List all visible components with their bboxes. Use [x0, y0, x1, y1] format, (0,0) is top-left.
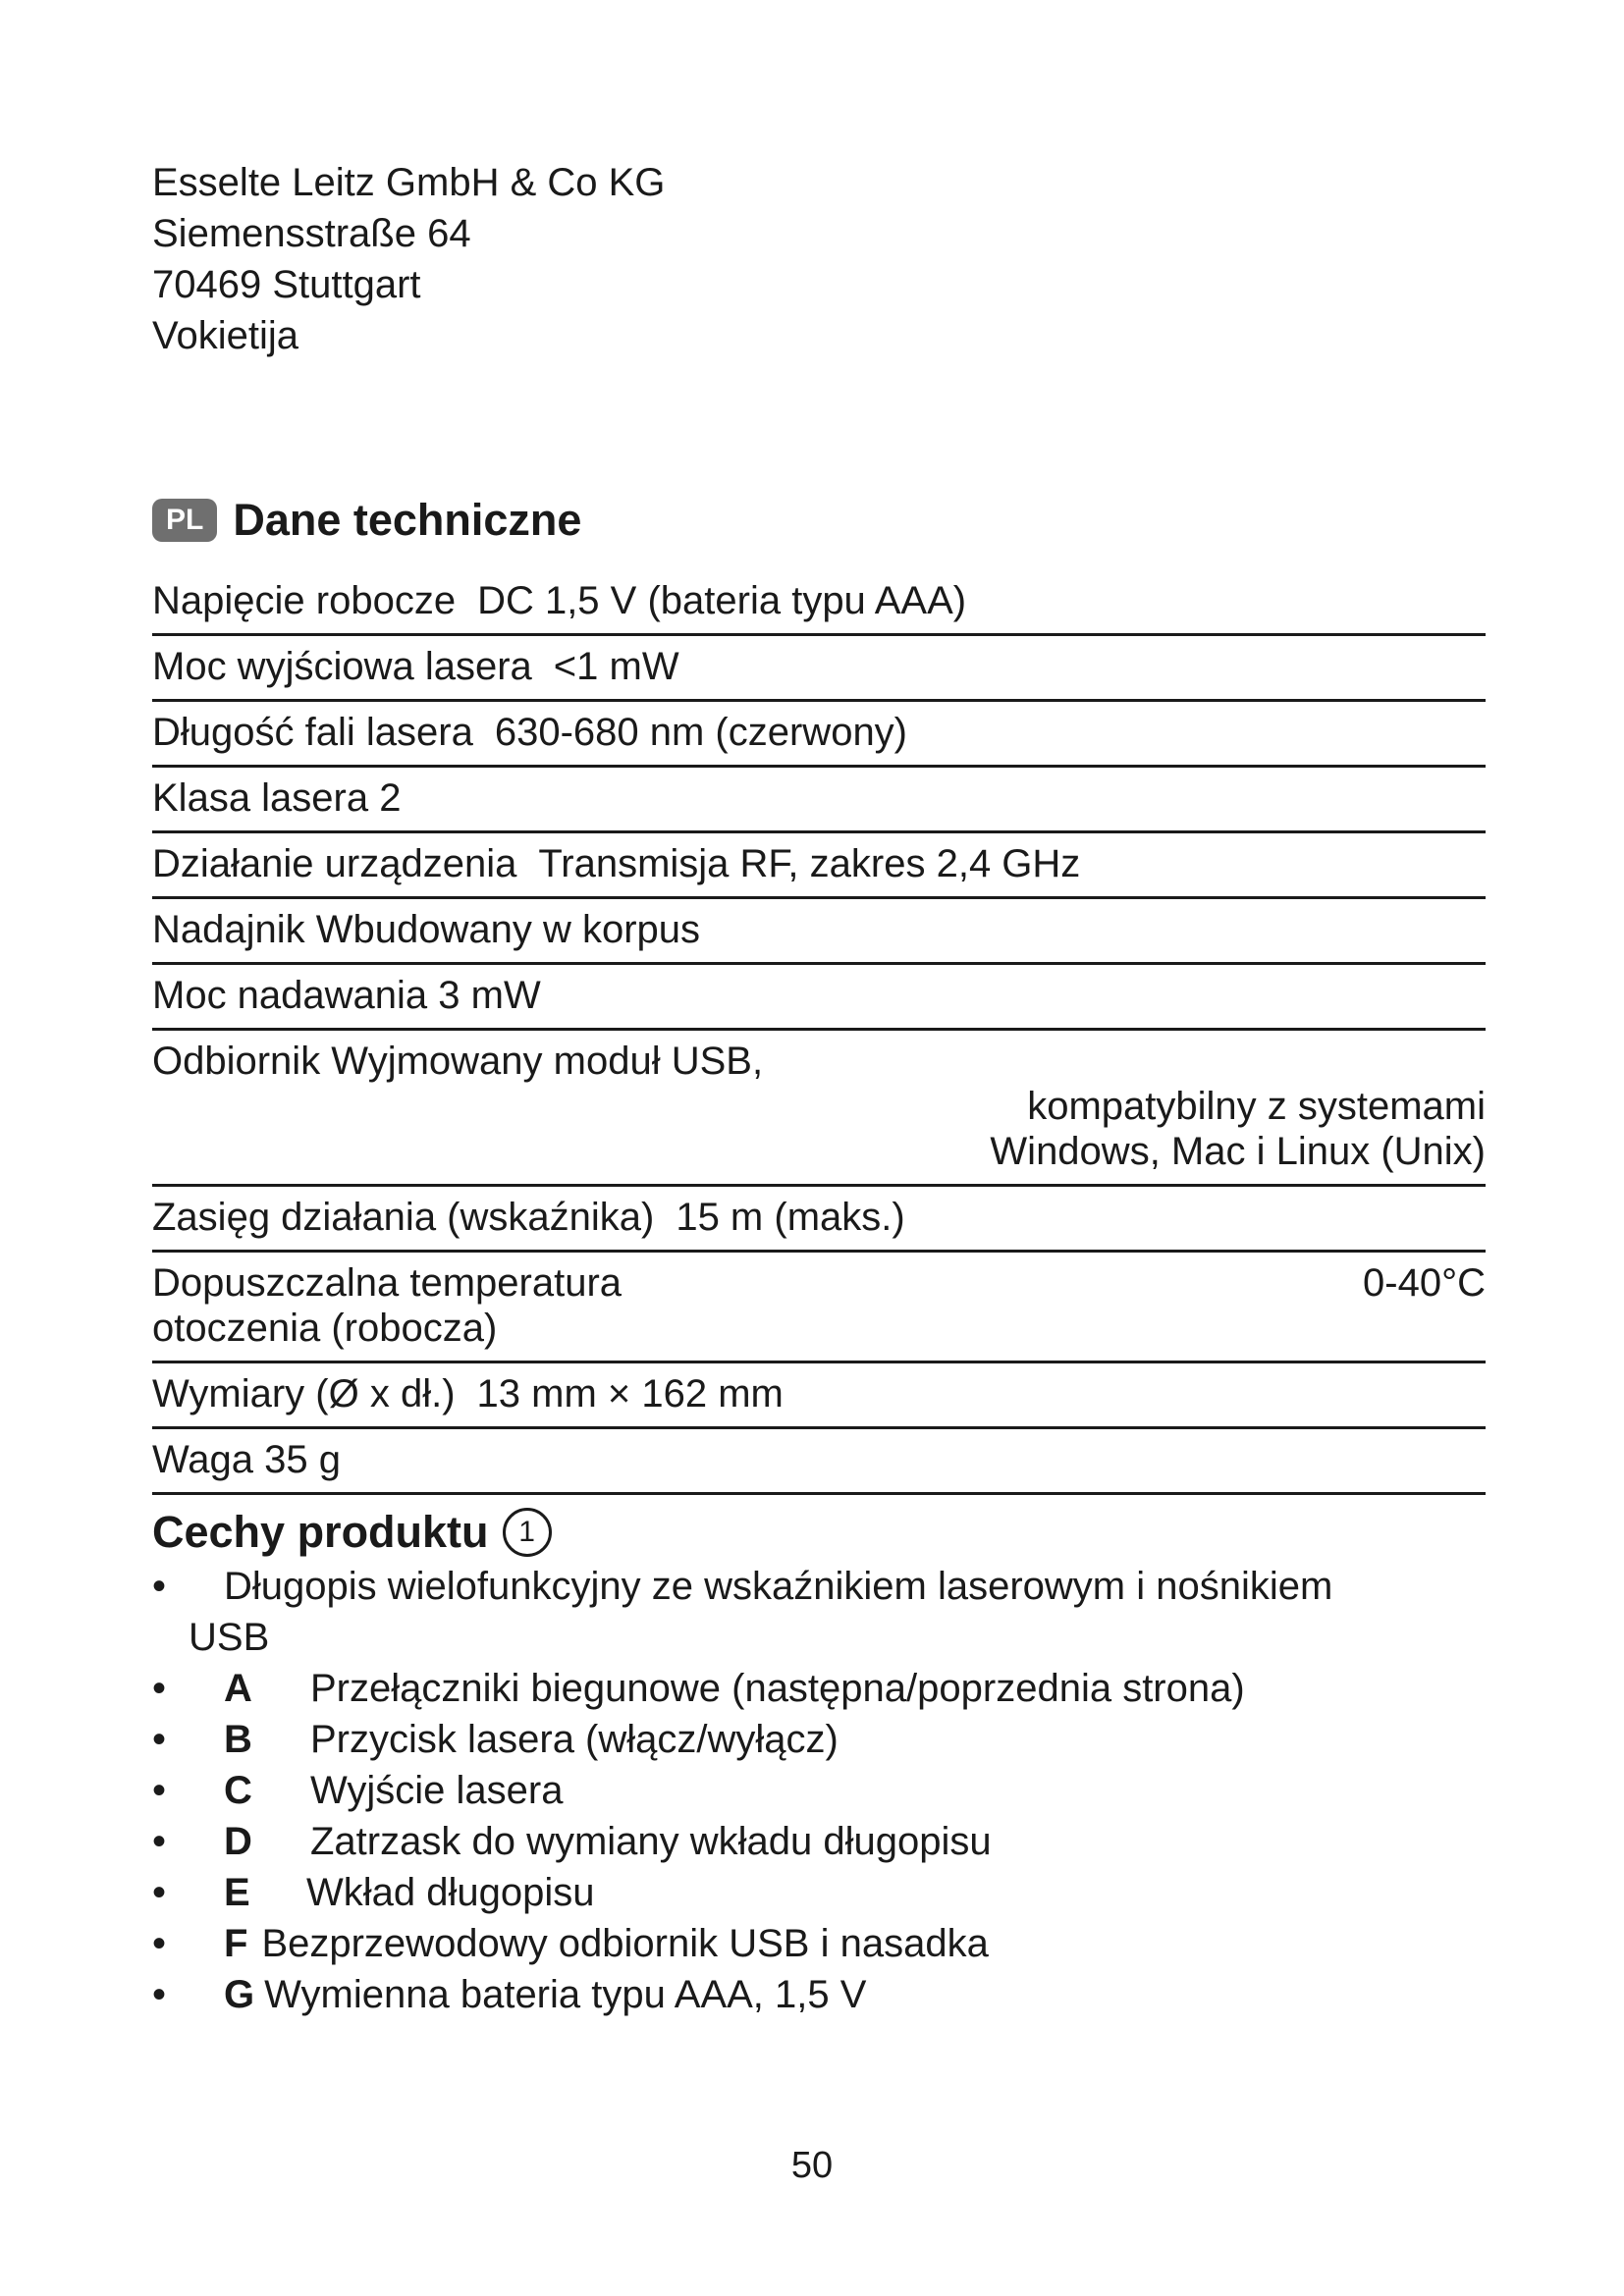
spec-row-wavelength: [152, 708, 1486, 768]
circled-number-icon: 1: [503, 1508, 552, 1557]
feature-letter: A: [224, 1667, 252, 1710]
bullet-icon: •: [152, 1922, 167, 1965]
list-item: [152, 1765, 1486, 1816]
list-item: [152, 1714, 1486, 1765]
features-list: [152, 1561, 1486, 2020]
spec-row-weight: [152, 1435, 1486, 1495]
spec-value: 15 m (maks.): [676, 1196, 905, 1239]
spec-row-operating-voltage: [152, 576, 1486, 636]
feature-text: Wyjście lasera: [310, 1769, 564, 1812]
address-line-street: Siemensstraße 64: [152, 212, 471, 255]
feature-text: Przycisk lasera (włącz/wyłącz): [310, 1718, 839, 1761]
spec-value: Transmisja RF, zakres 2,4 GHz: [538, 842, 1081, 885]
address-line-company: Esselte Leitz GmbH & Co KG: [152, 161, 666, 204]
feature-letter: E: [224, 1871, 250, 1914]
spec-label: Zasięg działania (wskaźnika): [152, 1196, 655, 1239]
spec-label: Klasa lasera 2: [152, 776, 402, 820]
spec-label-line1: Dopuszczalna temperatura: [152, 1261, 623, 1305]
address-line-country: Vokietija: [152, 314, 298, 357]
feature-intro-line1: Długopis wielofunkcyjny ze wskaźnikiem laserowym i nośnikiem: [224, 1565, 1333, 1608]
list-item: [152, 1969, 1486, 2020]
spec-label: Nadajnik Wbudowany w korpus: [152, 908, 701, 951]
spec-row-range: [152, 1193, 1486, 1253]
bullet-icon: •: [152, 1871, 167, 1914]
spec-label: Wymiary (Ø x dł.): [152, 1372, 456, 1415]
spec-row-temperature: [152, 1258, 1486, 1363]
spec-label: Działanie urządzenia: [152, 842, 517, 885]
bullet-icon: •: [152, 1769, 167, 1812]
list-item: [152, 1816, 1486, 1867]
specs-table: [152, 576, 1486, 1501]
spec-value: <1 mW: [553, 645, 679, 688]
spec-row-transmitter: [152, 905, 1486, 965]
specs-title: Dane techniczne: [233, 495, 582, 545]
spec-value: DC 1,5 V (bateria typu AAA): [477, 579, 967, 622]
spec-label: Odbiornik Wyjmowany moduł USB,: [152, 1040, 764, 1083]
list-item: [152, 1918, 1486, 1969]
feature-letter: C: [224, 1769, 252, 1812]
spec-row-dimensions: [152, 1369, 1486, 1429]
spec-label: Moc wyjściowa lasera: [152, 645, 532, 688]
feature-letter: B: [224, 1718, 252, 1761]
spec-value: 0-40°C: [1363, 1261, 1486, 1305]
feature-letter: F: [224, 1922, 248, 1965]
feature-letter: G: [224, 1973, 255, 2016]
bullet-icon: •: [152, 1820, 167, 1863]
spec-label: Napięcie robocze: [152, 579, 457, 622]
feature-text: Wymienna bateria typu AAA, 1,5 V: [264, 1973, 867, 2016]
spec-value: 630-680 nm (czerwony): [494, 711, 908, 754]
spec-label: Waga 35 g: [152, 1438, 341, 1481]
spec-row-operation: [152, 839, 1486, 899]
bullet-icon: •: [152, 1667, 167, 1710]
features-heading: [152, 1505, 552, 1560]
feature-text: Przełączniki biegunowe (następna/poprzednia strona): [310, 1667, 1245, 1710]
list-item: [152, 1663, 1486, 1714]
spec-row-transmit-power: [152, 971, 1486, 1031]
bullet-icon: •: [152, 1718, 167, 1761]
bullet-icon: •: [152, 1973, 167, 2016]
manufacturer-address: [152, 157, 665, 361]
spec-row-laser-class: [152, 774, 1486, 833]
feature-letter: D: [224, 1820, 252, 1863]
spec-value-line2: kompatybilny z systemami: [1027, 1085, 1486, 1128]
feature-text: Wkład długopisu: [306, 1871, 595, 1914]
language-badge: PL: [152, 499, 217, 542]
spec-label: Długość fali lasera: [152, 711, 473, 754]
spec-row-laser-output: [152, 642, 1486, 702]
spec-label: Moc nadawania 3 mW: [152, 974, 541, 1017]
features-title: Cechy produktu: [152, 1507, 489, 1557]
page-number: 50: [790, 2145, 834, 2186]
specs-heading: [152, 493, 581, 548]
spec-row-receiver: [152, 1037, 1486, 1187]
bullet-icon: •: [152, 1565, 167, 1608]
feature-text: Bezprzewodowy odbiornik USB i nasadka: [261, 1922, 989, 1965]
feature-text: Zatrzask do wymiany wkładu długopisu: [310, 1820, 992, 1863]
spec-label-line2: otoczenia (robocza): [152, 1307, 498, 1350]
address-line-city: 70469 Stuttgart: [152, 263, 421, 306]
list-item: [152, 1867, 1486, 1918]
spec-value-line3: Windows, Mac i Linux (Unix): [990, 1130, 1486, 1173]
spec-value: 13 mm × 162 mm: [476, 1372, 784, 1415]
list-item: [152, 1561, 1486, 1663]
feature-intro-line2: USB: [189, 1616, 270, 1659]
